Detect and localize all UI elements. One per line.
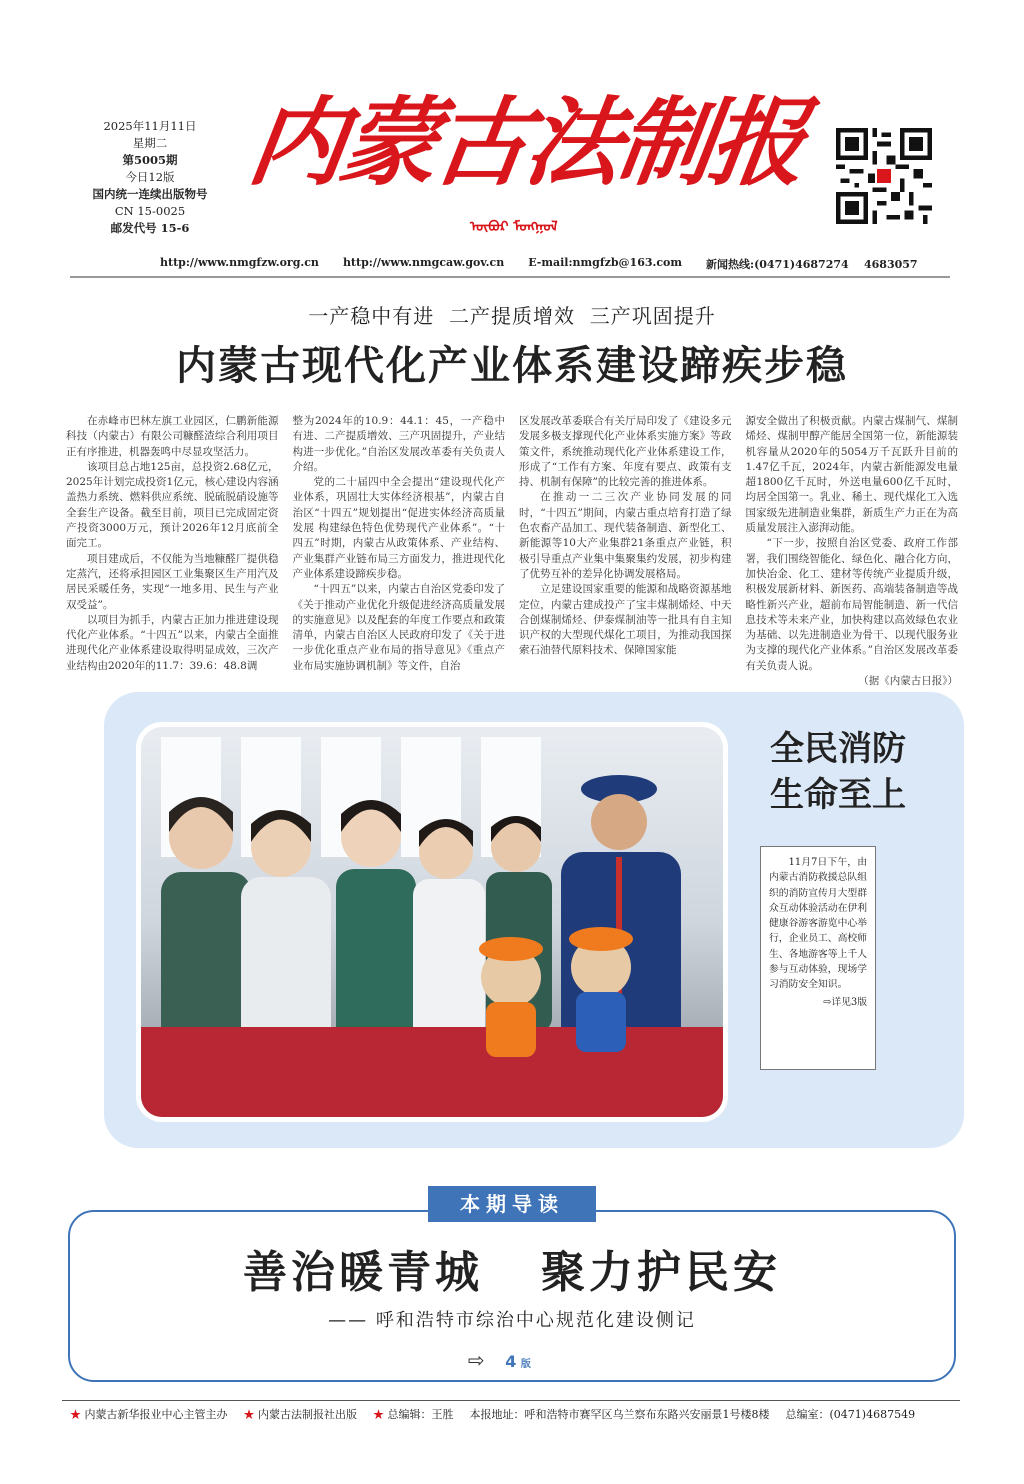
fire-safety-event-photo <box>141 727 723 1117</box>
paragraph: 项目建成后，不仅能为当地糠醛厂提供稳定蒸汽，还将承担园区工业集聚区生产用汽及居民采暖任务，实现“一地多用、民生与产业双受益”。 <box>66 552 279 611</box>
photo-feature-title <box>728 726 948 818</box>
news-hotline: 新闻热线:(0471)4687274 4683057 <box>706 258 918 271</box>
paragraph: 立足建设国家重要的能源和战略资源基地定位，内蒙古建成投产了宝丰煤制烯烃、中天合创煤制烯烃、伊泰煤制油等一批具有自主知识产权的大型现代煤化工项目，为推动我国探索石油替代原料技术、保障国家能 <box>519 583 732 657</box>
article-source: （据《内蒙古日报》） <box>858 675 958 688</box>
newspaper-logo <box>242 78 811 208</box>
article-column-2 <box>293 414 506 714</box>
star-icon: ★ <box>243 1408 255 1421</box>
photo-title-line-1: 全民消防 <box>770 729 906 769</box>
issue-info <box>70 118 230 237</box>
serial-label: 国内统一连续出版物号 <box>92 187 208 201</box>
footer <box>70 1406 970 1422</box>
paragraph: “十四五”以来，内蒙古自治区党委印发了《关于推动产业优化升级促进经济高质量发展的实施意见》以及配套的年度工作要点和政策清单，内蒙古自治区人民政府印发了《关于进一步优化重点产业布局的指导意见》《重点产业布局实施协调机制》等文件，自治 <box>292 583 505 672</box>
paragraph: “下一步，按照自治区党委、政府工作部署，我们围绕智能化、绿色化、融合化方向，加快冶金、化工、建材等传统产业提质升级，积极发展新材料、新医药、高端装备制造等战略性新兴产业，超前布局智能制造、新一代信息技术等未来产业，加快构建以高效绿色农业为基础、以先进制造业为骨干、以现代服务业为支撑的现代化产业体系。”自治区发展改革委有关负责人说。 <box>745 537 958 672</box>
photo-title-line-2: 生命至上 <box>770 775 906 815</box>
website-link-2[interactable]: http://www.nmgcaw.gov.cn <box>342 256 505 269</box>
website-link-1[interactable]: http://www.nmgfzw.org.cn <box>160 256 319 269</box>
photo-caption: 11月7日下午，由内蒙古消防救援总队组织的消防宣传月大型群众互动体验活动在伊利健康谷游客游览中心举行，企业员工、高校师生、各地游客等上千人参与互动体验，现场学习消防安全知识。 <box>769 857 867 991</box>
article-column-1 <box>66 414 279 714</box>
issue-weekday: 星期二 <box>132 136 168 150</box>
photo-caption-box <box>760 846 876 1070</box>
footer-phone: 总编室：(0471)4687549 <box>785 1408 916 1421</box>
paragraph: 党的二十届四中全会提出“建设现代化产业体系，巩固壮大实体经济根基”，内蒙古自治区“十四五”规划提出“促进实体经济高质量发展 构建绿色特色优势现代产业体系”。“十四五”时期，内蒙古从政策体系、产业结构、产业集群产业链布局三方面发力，推进现代化产业体系建设蹄疾步稳。 <box>292 476 505 580</box>
guide-headline[interactable]: 善治暖青城 聚力护民安 <box>243 1247 781 1298</box>
paragraph: 在赤峰市巴林左旗工业园区，仁鹏新能源科技（内蒙古）有限公司糠醛渣综合利用项目正有序推进，机器轰鸣中尽显攻坚活力。 <box>66 415 279 458</box>
arrow-right-icon: ⇨ <box>468 1348 485 1372</box>
qr-code-icon[interactable] <box>836 128 932 224</box>
footer-divider <box>62 1400 960 1401</box>
footer-item: ★ 总编辑：王胜 <box>373 1408 454 1421</box>
paragraph: 该项目总占地125亩，总投资2.68亿元，2025年计划完成投资1亿元，核心建设内容涵盖热力系统、燃料供应系统、脱硫脱硝设施等全套生产设备。截至目前，项目已完成固定资产投资3000万元，预计2026年12月底前全面完工。 <box>66 460 279 550</box>
issue-date: 2025年11月11日 <box>103 119 197 133</box>
lead-article-body <box>66 414 958 714</box>
news-photo[interactable] <box>136 722 728 1122</box>
contact-bar <box>160 256 918 272</box>
paragraph: 区发展改革委联合有关厅局印发了《建设多元发展多极支撑现代化产业体系实施方案》等政策文件，系统推动现代化产业体系建设工作，形成了“工作有方案、年度有要点、政策有支持、机制有保障”的比较完善的推进体系。 <box>519 415 732 489</box>
masthead-divider <box>70 276 950 278</box>
guide-subheadline: —— 呼和浩特市综治中心规范化建设侧记 <box>328 1310 696 1331</box>
lead-headline[interactable]: 内蒙古现代化产业体系建设蹄疾步稳 <box>176 342 848 389</box>
cn-number: CN 15-0025 <box>114 204 186 218</box>
footer-address: 本报地址：呼和浩特市赛罕区乌兰察布东路兴安丽景1号楼8楼 <box>469 1408 770 1421</box>
paragraph: 以项目为抓手，内蒙古正加力推进建设现代化产业体系。“十四五”以来，内蒙古全面推进现代化产业体系建设取得明显成效，三次产业结构由2020年的11.7：39.6：48.8调 <box>66 613 279 672</box>
logo-mongolian: ᠥᠪᠦᠷ ᠮᠣᠩᠭᠣᠯ <box>470 219 558 235</box>
lead-kicker: 一产稳中有进 二产提质增效 三产巩固提升 <box>308 304 716 328</box>
logo-text: 内蒙古法制报 <box>242 86 811 199</box>
guide-page-unit: 版 <box>520 1359 531 1370</box>
article-column-4 <box>746 414 959 714</box>
paragraph: 整为2024年的10.9：44.1：45，一产稳中有进、二产提质增效、三产巩固提升，产业结构进一步优化。”自治区发展改革委有关负责人介绍。 <box>292 415 505 473</box>
paragraph: 源安全做出了积极贡献。内蒙古煤制气、煤制烯烃、煤制甲醇产能居全国第一位，新能源装机容量从2020年的5054万千瓦跃升目前的1.47亿千瓦，2024年，内蒙古新能源发电量超1800亿千瓦时，外送电量600亿千瓦时，均居全国第一。乳业、稀土、现代煤化工入选国家级先进制造业集群，新质生产力正在为高质量发展注入澎湃动能。 <box>745 415 958 535</box>
footer-item: ★ 内蒙古法制报社出版 <box>243 1408 357 1421</box>
issue-guide-tab: 本期导读 <box>428 1186 596 1222</box>
star-icon: ★ <box>70 1408 81 1421</box>
issue-number: 第5005期 <box>122 153 178 167</box>
see-page-link[interactable]: ⇨详见3版 <box>823 996 867 1008</box>
guide-page-number: 4 <box>505 1352 517 1371</box>
footer-item: ★ 内蒙古新华报业中心主管主办 <box>70 1408 228 1421</box>
postal-code: 邮发代号 15-6 <box>110 221 190 235</box>
email-link[interactable]: E-mail:nmgfzb@163.com <box>528 256 683 269</box>
guide-page-ref[interactable] <box>468 1348 568 1372</box>
issue-pages: 今日12版 <box>125 170 175 184</box>
paragraph: 在推动一二三次产业协同发展的同时，“十四五”期间，内蒙古重点培育打造了绿色农畜产品加工、现代装备制造、新型化工、新能源等10大产业集群21条重点产业链，积极引导重点产业集中集聚集约发展，初步构建了优势互补的差异化协调发展格局。 <box>519 491 732 580</box>
star-icon: ★ <box>373 1408 384 1421</box>
article-column-3 <box>519 414 732 714</box>
